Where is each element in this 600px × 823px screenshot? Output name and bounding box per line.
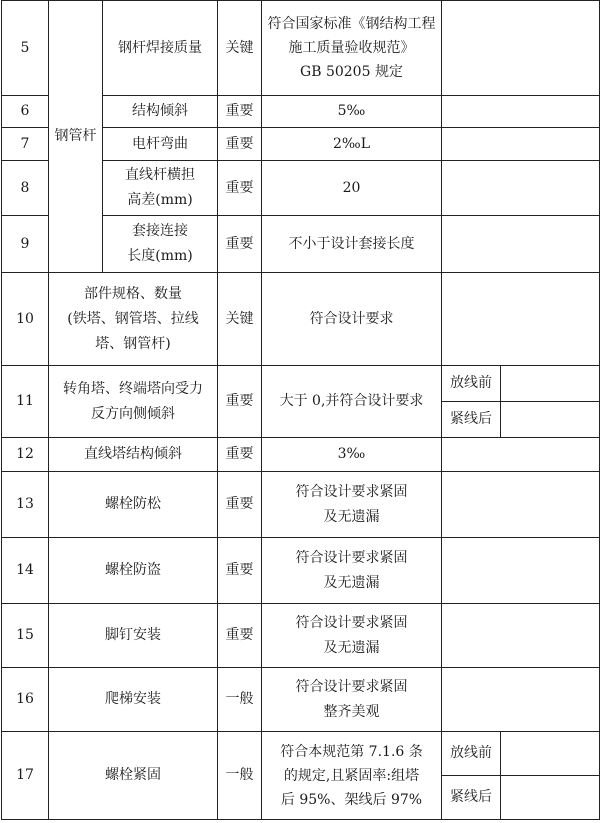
blank-cell [442, 604, 600, 668]
value-line: 及无遗漏 [323, 574, 380, 591]
level-cell: 关键 [218, 273, 262, 366]
table-row-15 [2, 604, 600, 668]
item-line: 反方向侧倾斜 [91, 405, 175, 422]
table-row-5 [2, 1, 600, 96]
value-line: 施工质量验收规范》 [288, 40, 415, 56]
row-number: 14 [2, 538, 49, 604]
item-line: 高差(mm) [127, 192, 193, 208]
item-cell [49, 273, 218, 366]
value-line: GB 50205 规定 [300, 64, 403, 80]
level-cell: 重要 [218, 538, 262, 604]
value-line: 及无遗漏 [323, 508, 380, 525]
level-cell: 重要 [218, 472, 262, 538]
value-cell: 20 [262, 161, 442, 216]
blank-cell [442, 216, 600, 273]
blank-cell [501, 776, 600, 820]
value-cell [262, 538, 442, 604]
value-line: 符合设计要求紧固 [295, 614, 408, 631]
value-cell: 2‰L [262, 128, 442, 161]
value-line: 符合本规范第 7.1.6 条 [280, 743, 423, 760]
blank-cell [442, 538, 600, 604]
row-number: 6 [2, 96, 49, 128]
level-cell: 重要 [218, 128, 262, 161]
item-line: 长度(mm) [127, 248, 193, 264]
level-cell: 一般 [218, 668, 262, 732]
row-number: 5 [2, 1, 49, 96]
table-row-12 [2, 438, 600, 472]
row-number: 10 [2, 273, 49, 366]
value-line: 及无遗漏 [323, 639, 380, 656]
value-line: 符合设计要求紧固 [295, 678, 408, 695]
value-line: 符合设计要求紧固 [295, 483, 408, 500]
category-cell: 钢管杆 [49, 1, 103, 273]
stage-label-after: 紧线后 [442, 402, 501, 438]
item-cell [103, 216, 218, 273]
blank-cell [501, 402, 600, 438]
item-line: (铁塔、钢管塔、拉线 [67, 310, 199, 327]
blank-cell [442, 438, 600, 472]
level-cell: 重要 [218, 604, 262, 668]
level-cell: 重要 [218, 366, 262, 438]
value-line: 符合设计要求紧固 [295, 549, 408, 566]
item-cell [49, 366, 218, 438]
value-cell: 大于 0,并符合设计要求 [262, 366, 442, 438]
blank-cell [501, 732, 600, 776]
blank-cell [442, 668, 600, 732]
row-number: 13 [2, 472, 49, 538]
item-line: 套接连接 [132, 223, 188, 239]
level-cell: 一般 [218, 732, 262, 820]
item-line: 转角塔、终端塔向受力 [63, 380, 203, 397]
stage-label-before: 放线前 [442, 732, 501, 776]
stage-label-after: 紧线后 [442, 776, 501, 820]
item-cell: 螺栓防盗 [49, 538, 218, 604]
table-row-13 [2, 472, 600, 538]
row-number: 8 [2, 161, 49, 216]
item-cell [103, 161, 218, 216]
blank-cell [442, 96, 600, 128]
value-line: 整齐美观 [323, 703, 380, 720]
value-cell [262, 604, 442, 668]
item-line: 塔、钢管杆) [95, 335, 171, 352]
blank-cell [442, 472, 600, 538]
blank-cell [442, 1, 600, 96]
row-number: 17 [2, 732, 49, 820]
blank-cell [501, 366, 600, 402]
row-number: 12 [2, 438, 49, 472]
value-cell [262, 1, 442, 96]
value-cell [262, 732, 442, 820]
table-row-17 [2, 732, 600, 776]
value-cell [262, 668, 442, 732]
value-cell: 不小于设计套接长度 [262, 216, 442, 273]
level-cell: 重要 [218, 438, 262, 472]
value-line: 的规定,且紧固率:组塔 [283, 767, 420, 784]
blank-cell [442, 161, 600, 216]
item-cell: 螺栓防松 [49, 472, 218, 538]
level-cell: 关键 [218, 1, 262, 96]
item-cell: 螺栓紧固 [49, 732, 218, 820]
inspection-table [1, 0, 600, 820]
table-row-11 [2, 366, 600, 402]
item-line: 部件规格、数量 [84, 285, 182, 302]
item-cell: 电杆弯曲 [103, 128, 218, 161]
blank-cell [442, 273, 600, 366]
value-line: 符合国家标准《钢结构工程 [267, 16, 436, 32]
table-row-14 [2, 538, 600, 604]
table-row-16 [2, 668, 600, 732]
item-line: 直线杆横担 [125, 167, 195, 183]
stage-label-before: 放线前 [442, 366, 501, 402]
value-cell [262, 472, 442, 538]
row-number: 16 [2, 668, 49, 732]
blank-cell [442, 128, 600, 161]
row-number: 11 [2, 366, 49, 438]
item-cell: 直线塔结构倾斜 [49, 438, 218, 472]
level-cell: 重要 [218, 96, 262, 128]
row-number: 7 [2, 128, 49, 161]
table-row-10 [2, 273, 600, 366]
value-line: 后 95%、架线后 97% [280, 791, 423, 808]
row-number: 9 [2, 216, 49, 273]
item-cell: 脚钉安装 [49, 604, 218, 668]
level-cell: 重要 [218, 216, 262, 273]
value-cell: 3‰ [262, 438, 442, 472]
value-cell: 符合设计要求 [262, 273, 442, 366]
value-cell: 5‰ [262, 96, 442, 128]
row-number: 15 [2, 604, 49, 668]
item-cell: 钢杆焊接质量 [103, 1, 218, 96]
item-cell: 结构倾斜 [103, 96, 218, 128]
item-cell: 爬梯安装 [49, 668, 218, 732]
level-cell: 重要 [218, 161, 262, 216]
